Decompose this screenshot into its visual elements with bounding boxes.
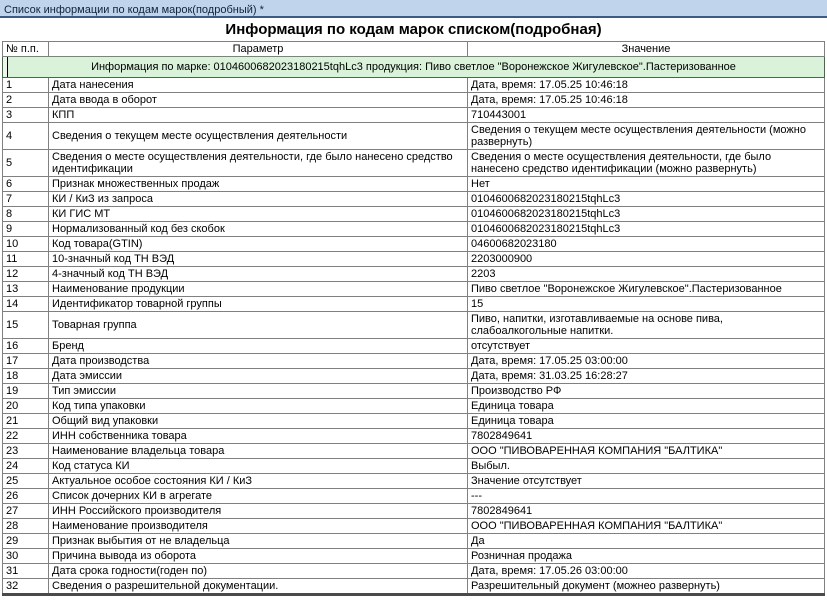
table-row[interactable]: [3, 78, 825, 93]
cell-num[interactable]: 24: [3, 459, 49, 474]
table-row[interactable]: [3, 282, 825, 297]
cell-param[interactable]: Тип эмиссии: [49, 384, 468, 399]
cell-value[interactable]: 0104600682023180215tqhLc3: [468, 192, 825, 207]
tab-strip: [0, 0, 827, 18]
table-row[interactable]: [3, 429, 825, 444]
cell-param[interactable]: КИ / КиЗ из запроса: [49, 192, 468, 207]
cell-value[interactable]: ООО "ПИВОВАРЕННАЯ КОМПАНИЯ "БАЛТИКА": [468, 444, 825, 459]
cell-value[interactable]: 0104600682023180215tqhLc3: [468, 222, 825, 237]
cell-num[interactable]: 31: [3, 564, 49, 579]
cell-param[interactable]: Дата ввода в оборот: [49, 93, 468, 108]
cell-value[interactable]: Розничная продажа: [468, 549, 825, 564]
table-row[interactable]: [3, 489, 825, 504]
table-row[interactable]: [3, 519, 825, 534]
cell-param[interactable]: КПП: [49, 108, 468, 123]
cell-value[interactable]: Дата, время: 17.05.26 03:00:00: [468, 564, 825, 579]
cell-param[interactable]: Признак множественных продаж: [49, 177, 468, 192]
cell-param[interactable]: Наименование продукции: [49, 282, 468, 297]
cell-value[interactable]: Дата, время: 17.05.25 10:46:18: [468, 78, 825, 93]
cell-param[interactable]: Сведения о разрешительной документации.: [49, 579, 468, 595]
column-header-value: Значение: [468, 42, 825, 57]
cell-num[interactable]: 23: [3, 444, 49, 459]
cell-param[interactable]: Дата производства: [49, 354, 468, 369]
cell-param[interactable]: 10-значный код ТН ВЭД: [49, 252, 468, 267]
cell-value[interactable]: 7802849641: [468, 504, 825, 519]
cell-value[interactable]: Дата, время: 31.03.25 16:28:27: [468, 369, 825, 384]
cell-num[interactable]: 19: [3, 384, 49, 399]
cell-value[interactable]: 15: [468, 297, 825, 312]
table-row[interactable]: [3, 534, 825, 549]
cell-value[interactable]: Пиво светлое "Воронежское Жигулевское".Пастеризованное: [468, 282, 825, 297]
cell-param[interactable]: Бренд: [49, 339, 468, 354]
table-row[interactable]: [3, 177, 825, 192]
cell-num[interactable]: 2: [3, 93, 49, 108]
cell-num[interactable]: 20: [3, 399, 49, 414]
current-row-marker-icon: [3, 57, 9, 78]
cell-num[interactable]: 29: [3, 534, 49, 549]
cell-value[interactable]: Производство РФ: [468, 384, 825, 399]
cell-value[interactable]: Пиво, напитки, изготавливаемые на основе пива, слабоалкогольные напитки.: [468, 312, 825, 339]
table-row[interactable]: [3, 564, 825, 579]
group-header-row[interactable]: [3, 57, 825, 78]
table-row[interactable]: [3, 108, 825, 123]
cell-param[interactable]: Товарная группа: [49, 312, 468, 339]
cell-num[interactable]: 9: [3, 222, 49, 237]
cell-param[interactable]: Сведения о текущем месте осуществления деятельности: [49, 123, 468, 150]
table-row[interactable]: [3, 312, 825, 339]
cell-num[interactable]: 13: [3, 282, 49, 297]
page-title: Информация по кодам марок списком(подробная): [225, 21, 602, 38]
table-row[interactable]: [3, 207, 825, 222]
cell-value[interactable]: 0104600682023180215tqhLc3: [468, 207, 825, 222]
table-header-row: [3, 42, 825, 57]
cell-param[interactable]: Нормализованный код без скобок: [49, 222, 468, 237]
group-header-text: Информация по марке: 0104600682023180215tqhLc3 продукция: Пиво светлое "Воронежское Жигулевское".Пастеризованное: [91, 61, 736, 73]
table-row[interactable]: [3, 459, 825, 474]
column-header-num: № п.п.: [3, 42, 49, 57]
table-row[interactable]: [3, 252, 825, 267]
cell-param[interactable]: Код товара(GTIN): [49, 237, 468, 252]
table-row[interactable]: [3, 399, 825, 414]
table-row[interactable]: [3, 549, 825, 564]
tab-marks-info-list[interactable]: Список информации по кодам марок(подробный) *: [4, 4, 264, 16]
cell-value[interactable]: Нет: [468, 177, 825, 192]
cell-num[interactable]: 14: [3, 297, 49, 312]
cell-value[interactable]: 2203000900: [468, 252, 825, 267]
cell-num[interactable]: 18: [3, 369, 49, 384]
cell-param[interactable]: Причина вывода из оборота: [49, 549, 468, 564]
cell-value[interactable]: Дата, время: 17.05.25 03:00:00: [468, 354, 825, 369]
cell-num[interactable]: 22: [3, 429, 49, 444]
cell-num[interactable]: 7: [3, 192, 49, 207]
cell-num[interactable]: 8: [3, 207, 49, 222]
cell-param[interactable]: Дата срока годности(годен по): [49, 564, 468, 579]
cell-param[interactable]: КИ ГИС МТ: [49, 207, 468, 222]
cell-param[interactable]: Дата нанесения: [49, 78, 468, 93]
table-row[interactable]: [3, 579, 825, 595]
table-row[interactable]: [3, 93, 825, 108]
table-row[interactable]: [3, 192, 825, 207]
table-row[interactable]: [3, 474, 825, 489]
group-header-cell[interactable]: [3, 57, 825, 78]
cell-num[interactable]: 4: [3, 123, 49, 150]
cell-num[interactable]: 27: [3, 504, 49, 519]
table-row[interactable]: [3, 444, 825, 459]
cell-value[interactable]: 710443001: [468, 108, 825, 123]
cell-value[interactable]: Сведения о текущем месте осуществления деятельности (можно развернуть): [468, 123, 825, 150]
cell-value[interactable]: ---: [468, 489, 825, 504]
table-row[interactable]: [3, 339, 825, 354]
cell-param[interactable]: Код статуса КИ: [49, 459, 468, 474]
table-row[interactable]: [3, 222, 825, 237]
table-row[interactable]: [3, 414, 825, 429]
cell-num[interactable]: 1: [3, 78, 49, 93]
column-header-parameter: Параметр: [49, 42, 468, 57]
table-row[interactable]: [3, 123, 825, 150]
cell-value[interactable]: Сведения о месте осуществления деятельности, где было нанесено средство идентификации (можно развернуть): [468, 150, 825, 177]
cell-num[interactable]: 6: [3, 177, 49, 192]
cell-param[interactable]: Актуальное особое состояния КИ / КиЗ: [49, 474, 468, 489]
cell-param[interactable]: ИНН Российского производителя: [49, 504, 468, 519]
cell-num[interactable]: 12: [3, 267, 49, 282]
cell-param[interactable]: Идентификатор товарной группы: [49, 297, 468, 312]
cell-param[interactable]: Дата эмиссии: [49, 369, 468, 384]
cell-param[interactable]: 4-значный код ТН ВЭД: [49, 267, 468, 282]
cell-num[interactable]: 30: [3, 549, 49, 564]
cell-param[interactable]: Наименование производителя: [49, 519, 468, 534]
table-row[interactable]: [3, 384, 825, 399]
table-row[interactable]: [3, 267, 825, 282]
marks-info-table: [2, 41, 825, 596]
cell-value[interactable]: 04600682023180: [468, 237, 825, 252]
cell-value[interactable]: Единица товара: [468, 399, 825, 414]
cell-num[interactable]: 17: [3, 354, 49, 369]
cell-param[interactable]: Наименование владельца товара: [49, 444, 468, 459]
table-row[interactable]: [3, 354, 825, 369]
cell-param[interactable]: ИНН собственника товара: [49, 429, 468, 444]
cell-value[interactable]: Дата, время: 17.05.25 10:46:18: [468, 93, 825, 108]
table-row[interactable]: [3, 369, 825, 384]
cell-value[interactable]: 2203: [468, 267, 825, 282]
cell-num[interactable]: 15: [3, 312, 49, 339]
table-row[interactable]: [3, 150, 825, 177]
cell-value[interactable]: Выбыл.: [468, 459, 825, 474]
cell-num[interactable]: 26: [3, 489, 49, 504]
table-row[interactable]: [3, 504, 825, 519]
cell-param[interactable]: Список дочерних КИ в агрегате: [49, 489, 468, 504]
cell-value[interactable]: ООО "ПИВОВАРЕННАЯ КОМПАНИЯ "БАЛТИКА": [468, 519, 825, 534]
cell-num[interactable]: 5: [3, 150, 49, 177]
cell-value[interactable]: отсутствует: [468, 339, 825, 354]
cell-num[interactable]: 25: [3, 474, 49, 489]
cell-value[interactable]: Единица товара: [468, 414, 825, 429]
cell-param[interactable]: Общий вид упаковки: [49, 414, 468, 429]
cell-num[interactable]: 16: [3, 339, 49, 354]
table-row[interactable]: [3, 297, 825, 312]
cell-param[interactable]: Код типа упаковки: [49, 399, 468, 414]
cell-value[interactable]: Значение отсутствует: [468, 474, 825, 489]
cell-num[interactable]: 28: [3, 519, 49, 534]
cell-num[interactable]: 21: [3, 414, 49, 429]
cell-num[interactable]: 11: [3, 252, 49, 267]
cell-value[interactable]: Разрешительный документ (можнео развернуть): [468, 579, 825, 595]
cell-num[interactable]: 10: [3, 237, 49, 252]
cell-num[interactable]: 3: [3, 108, 49, 123]
table-row[interactable]: [3, 237, 825, 252]
cell-param[interactable]: Сведения о месте осуществления деятельности, где было нанесено средство идентификации: [49, 150, 468, 177]
cell-num[interactable]: 32: [3, 579, 49, 595]
cell-param[interactable]: Признак выбытия от не владельца: [49, 534, 468, 549]
cell-value[interactable]: Да: [468, 534, 825, 549]
cell-value[interactable]: 7802849641: [468, 429, 825, 444]
